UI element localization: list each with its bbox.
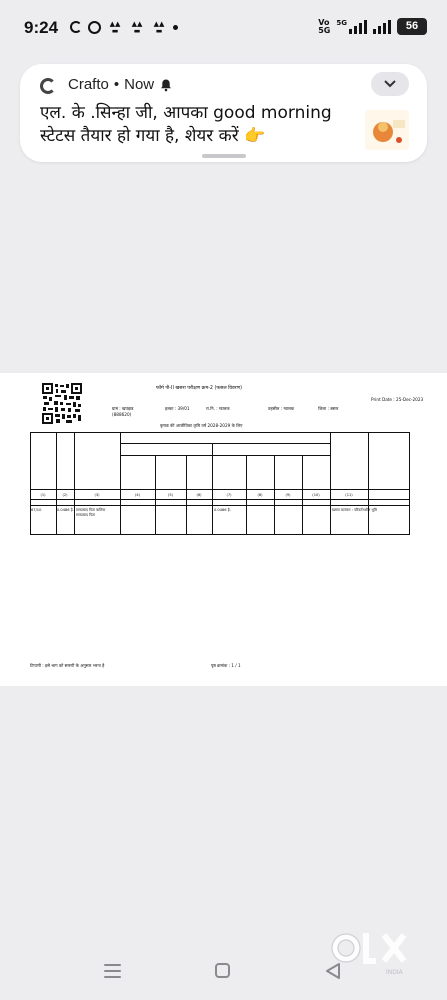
app-icon: ▲▲ ▬ bbox=[131, 19, 143, 35]
drag-handle[interactable] bbox=[202, 154, 246, 158]
signal-icon bbox=[336, 19, 367, 34]
notification-icons bbox=[70, 20, 178, 34]
qr-code bbox=[42, 383, 82, 424]
volte-top: Vo bbox=[318, 17, 330, 27]
volte-bottom: 5G bbox=[318, 25, 331, 35]
back-button[interactable] bbox=[325, 962, 341, 980]
notification-card[interactable] bbox=[20, 64, 427, 162]
print-date: Print Date : 25-Dec-2023 bbox=[371, 397, 424, 402]
volte-indicator bbox=[318, 19, 330, 35]
col-num: (7) bbox=[226, 493, 232, 497]
row-remark: खसरा बटांकन : परिवर्तनशील भूमि bbox=[332, 508, 377, 512]
row-area: 0.0486 है. bbox=[57, 508, 74, 512]
col-num: (6) bbox=[196, 493, 202, 497]
expand-button[interactable] bbox=[371, 72, 409, 96]
col-num: (5) bbox=[167, 493, 174, 497]
whatsapp-icon bbox=[88, 21, 101, 34]
ri-label: रा.नि. : ग्वालक bbox=[206, 406, 230, 411]
notification-thumbnail bbox=[365, 110, 409, 150]
row-area-2: 0.0486 है. bbox=[214, 508, 231, 512]
app-icon: ▲▲ ▬ bbox=[109, 19, 121, 35]
app-name: Crafto bbox=[68, 76, 109, 93]
halka-label: हल्का : 39/01 bbox=[165, 406, 190, 411]
separator: • bbox=[113, 76, 120, 93]
col-num: (1) bbox=[40, 493, 46, 497]
district-label: जिला : बस्तर bbox=[318, 406, 339, 411]
bell-icon bbox=[159, 78, 173, 92]
col-num: (8) bbox=[257, 493, 263, 497]
document-preview[interactable] bbox=[0, 373, 447, 686]
col-num: (9) bbox=[285, 493, 291, 497]
footer-page: पृष्ठ क्रमांक : 1 / 1 bbox=[211, 663, 241, 668]
village-code: (888620) bbox=[112, 412, 132, 417]
tehsil-label: तहसील : ग्वालक bbox=[268, 406, 295, 411]
footer-note: टिप्पणी : इसे भाग को सारणी के अनुसार भरना है bbox=[30, 663, 105, 668]
crafto-status-icon bbox=[70, 21, 82, 33]
crafto-icon bbox=[40, 78, 56, 94]
document-title: फॉर्म पी-II खसरा परीक्षण क्रम-2 (फसल विवरण) bbox=[156, 386, 242, 391]
time-ago: Now bbox=[124, 76, 155, 93]
row-khasra: 67/10 bbox=[31, 508, 42, 512]
status-right bbox=[318, 18, 427, 35]
battery-icon: 56 bbox=[397, 18, 427, 35]
network-type: 5G bbox=[336, 19, 347, 27]
more-dot-icon bbox=[173, 25, 178, 30]
signal-icon bbox=[373, 19, 391, 34]
row-owner: रामप्रसाद पिता बालिक रामप्रसाद पिता bbox=[76, 508, 106, 517]
recents-button[interactable] bbox=[104, 964, 121, 978]
chevron-down-icon bbox=[384, 80, 396, 88]
olx-brand: OLX bbox=[330, 928, 333, 929]
notification-header bbox=[68, 76, 173, 93]
col-num: (10) bbox=[312, 493, 320, 497]
olx-sub: INDIA bbox=[386, 969, 403, 976]
village-label: ग्राम : खपड़ाड bbox=[112, 406, 134, 411]
col-num: (2) bbox=[62, 493, 68, 497]
col-num: (4) bbox=[134, 493, 141, 497]
khasra-table bbox=[30, 432, 410, 535]
notification-message: एल. के .सिन्हा जी, आपका good morning स्टेटस तैयार हो गया है, शेयर करें 👉 bbox=[40, 103, 332, 146]
olx-watermark-logo bbox=[330, 928, 414, 978]
col-num: (3) bbox=[94, 493, 100, 497]
col-num: (11) bbox=[345, 493, 353, 497]
home-button[interactable] bbox=[215, 963, 230, 978]
clock: 9:24 bbox=[24, 18, 59, 37]
app-icon: ▲▲ ▬ bbox=[153, 19, 165, 35]
status-bar bbox=[0, 0, 447, 62]
year-line: कृषक की आजीविका कृषि वर्ष 2028-2029 के लिए bbox=[160, 423, 243, 428]
